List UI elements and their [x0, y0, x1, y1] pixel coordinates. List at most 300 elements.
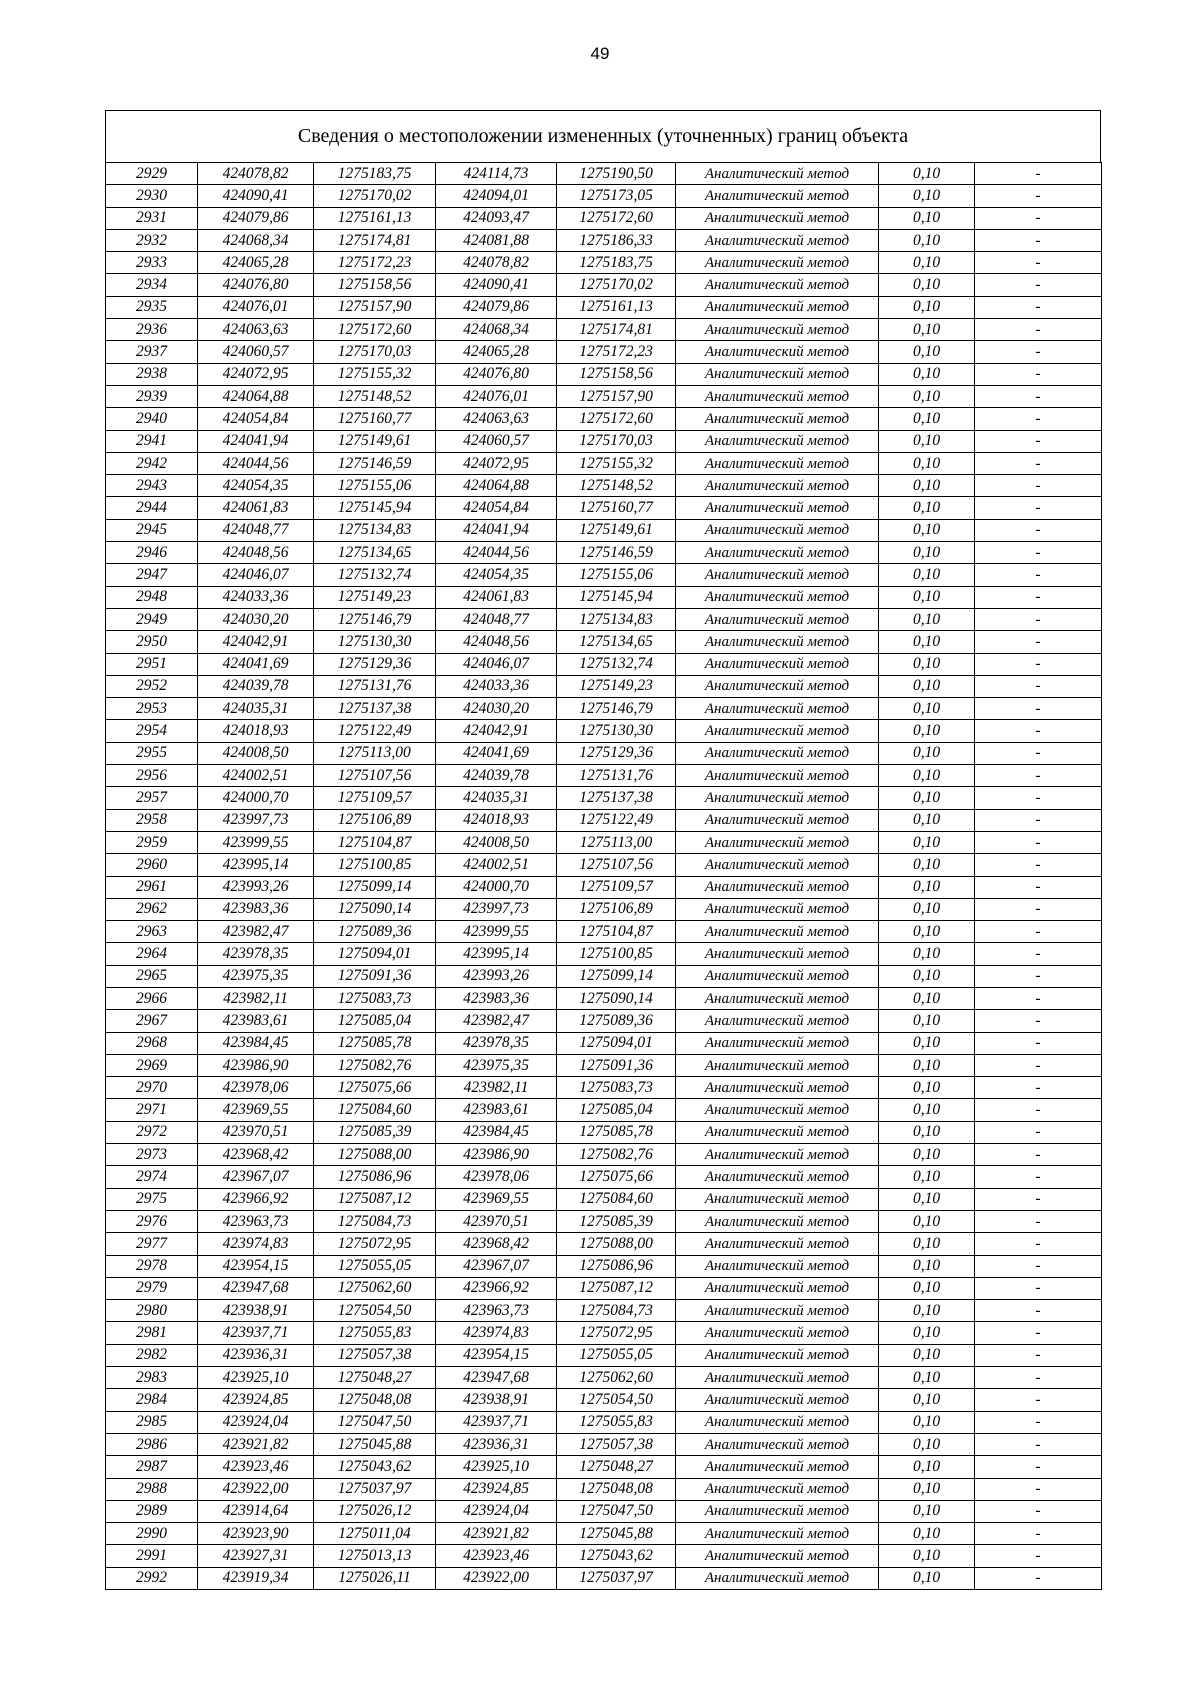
- point-number-cell: 2937: [106, 341, 198, 363]
- prev-y-coordinate-cell: 1275085,04: [557, 1099, 676, 1121]
- prev-y-coordinate-cell: 1275173,05: [557, 185, 676, 207]
- y-coordinate-cell: 1275045,88: [314, 1433, 436, 1455]
- table-row: [106, 943, 1102, 965]
- determination-method-cell: Аналитический метод: [676, 1255, 879, 1277]
- note-cell: -: [975, 1300, 1102, 1322]
- prev-x-coordinate-cell: 424114,73: [436, 163, 557, 185]
- table-row: [106, 564, 1102, 586]
- determination-method-cell: Аналитический метод: [676, 631, 879, 653]
- x-coordinate-cell: 424054,84: [198, 408, 314, 430]
- determination-method-cell: Аналитический метод: [676, 765, 879, 787]
- prev-y-coordinate-cell: 1275048,27: [557, 1456, 676, 1478]
- note-cell: -: [975, 1411, 1102, 1433]
- determination-method-cell: Аналитический метод: [676, 943, 879, 965]
- accuracy-cell: 0,10: [879, 943, 975, 965]
- point-number-cell: 2987: [106, 1456, 198, 1478]
- page-number: 49: [590, 44, 610, 63]
- point-number-cell: 2933: [106, 252, 198, 274]
- x-coordinate-cell: 423986,90: [198, 1054, 314, 1076]
- y-coordinate-cell: 1275082,76: [314, 1054, 436, 1076]
- y-coordinate-cell: 1275149,61: [314, 430, 436, 452]
- determination-method-cell: Аналитический метод: [676, 385, 879, 407]
- x-coordinate-cell: 423954,15: [198, 1255, 314, 1277]
- note-cell: -: [975, 943, 1102, 965]
- prev-x-coordinate-cell: 424060,57: [436, 430, 557, 452]
- accuracy-cell: 0,10: [879, 720, 975, 742]
- x-coordinate-cell: 424048,56: [198, 542, 314, 564]
- determination-method-cell: Аналитический метод: [676, 452, 879, 474]
- x-coordinate-cell: 423927,31: [198, 1545, 314, 1567]
- accuracy-cell: 0,10: [879, 163, 975, 185]
- accuracy-cell: 0,10: [879, 1545, 975, 1567]
- accuracy-cell: 0,10: [879, 319, 975, 341]
- y-coordinate-cell: 1275172,23: [314, 252, 436, 274]
- table-row: [106, 1188, 1102, 1210]
- note-cell: -: [975, 898, 1102, 920]
- x-coordinate-cell: 423995,14: [198, 854, 314, 876]
- x-coordinate-cell: 424030,20: [198, 608, 314, 630]
- table-row: [106, 430, 1102, 452]
- point-number-cell: 2932: [106, 229, 198, 251]
- x-coordinate-cell: 424000,70: [198, 787, 314, 809]
- y-coordinate-cell: 1275037,97: [314, 1478, 436, 1500]
- point-number-cell: 2967: [106, 1010, 198, 1032]
- y-coordinate-cell: 1275149,23: [314, 586, 436, 608]
- prev-y-coordinate-cell: 1275155,32: [557, 452, 676, 474]
- note-cell: -: [975, 252, 1102, 274]
- y-coordinate-cell: 1275146,59: [314, 452, 436, 474]
- point-number-cell: 2938: [106, 363, 198, 385]
- y-coordinate-cell: 1275174,81: [314, 229, 436, 251]
- prev-y-coordinate-cell: 1275094,01: [557, 1032, 676, 1054]
- note-cell: -: [975, 229, 1102, 251]
- accuracy-cell: 0,10: [879, 1523, 975, 1545]
- prev-x-coordinate-cell: 423936,31: [436, 1433, 557, 1455]
- point-number-cell: 2971: [106, 1099, 198, 1121]
- accuracy-cell: 0,10: [879, 452, 975, 474]
- y-coordinate-cell: 1275160,77: [314, 408, 436, 430]
- prev-x-coordinate-cell: 423967,07: [436, 1255, 557, 1277]
- prev-y-coordinate-cell: 1275088,00: [557, 1233, 676, 1255]
- note-cell: -: [975, 1210, 1102, 1232]
- determination-method-cell: Аналитический метод: [676, 987, 879, 1009]
- y-coordinate-cell: 1275146,79: [314, 608, 436, 630]
- prev-x-coordinate-cell: 424068,34: [436, 319, 557, 341]
- accuracy-cell: 0,10: [879, 1054, 975, 1076]
- x-coordinate-cell: 423982,11: [198, 987, 314, 1009]
- x-coordinate-cell: 423947,68: [198, 1277, 314, 1299]
- accuracy-cell: 0,10: [879, 542, 975, 564]
- point-number-cell: 2957: [106, 787, 198, 809]
- prev-y-coordinate-cell: 1275170,02: [557, 274, 676, 296]
- prev-x-coordinate-cell: 424076,80: [436, 363, 557, 385]
- y-coordinate-cell: 1275106,89: [314, 809, 436, 831]
- point-number-cell: 2939: [106, 385, 198, 407]
- determination-method-cell: Аналитический метод: [676, 274, 879, 296]
- point-number-cell: 2975: [106, 1188, 198, 1210]
- point-number-cell: 2958: [106, 809, 198, 831]
- prev-y-coordinate-cell: 1275075,66: [557, 1166, 676, 1188]
- accuracy-cell: 0,10: [879, 1277, 975, 1299]
- prev-y-coordinate-cell: 1275130,30: [557, 720, 676, 742]
- prev-x-coordinate-cell: 424002,51: [436, 854, 557, 876]
- point-number-cell: 2990: [106, 1523, 198, 1545]
- table-row: [106, 1500, 1102, 1522]
- x-coordinate-cell: 424018,93: [198, 720, 314, 742]
- prev-y-coordinate-cell: 1275134,65: [557, 631, 676, 653]
- x-coordinate-cell: 424078,82: [198, 163, 314, 185]
- note-cell: -: [975, 319, 1102, 341]
- prev-x-coordinate-cell: 424000,70: [436, 876, 557, 898]
- x-coordinate-cell: 423997,73: [198, 809, 314, 831]
- accuracy-cell: 0,10: [879, 876, 975, 898]
- point-number-cell: 2942: [106, 452, 198, 474]
- prev-x-coordinate-cell: 423975,35: [436, 1054, 557, 1076]
- x-coordinate-cell: 424060,57: [198, 341, 314, 363]
- table-body: [106, 163, 1102, 1590]
- table-row: [106, 742, 1102, 764]
- point-number-cell: 2947: [106, 564, 198, 586]
- determination-method-cell: Аналитический метод: [676, 1389, 879, 1411]
- y-coordinate-cell: 1275170,03: [314, 341, 436, 363]
- table-row: [106, 1389, 1102, 1411]
- accuracy-cell: 0,10: [879, 296, 975, 318]
- point-number-cell: 2930: [106, 185, 198, 207]
- point-number-cell: 2955: [106, 742, 198, 764]
- prev-x-coordinate-cell: 424048,56: [436, 631, 557, 653]
- prev-y-coordinate-cell: 1275072,95: [557, 1322, 676, 1344]
- prev-x-coordinate-cell: 423947,68: [436, 1367, 557, 1389]
- x-coordinate-cell: 424076,01: [198, 296, 314, 318]
- prev-x-coordinate-cell: 423924,85: [436, 1478, 557, 1500]
- determination-method-cell: Аналитический метод: [676, 564, 879, 586]
- determination-method-cell: Аналитический метод: [676, 653, 879, 675]
- note-cell: -: [975, 675, 1102, 697]
- determination-method-cell: Аналитический метод: [676, 1166, 879, 1188]
- point-number-cell: 2982: [106, 1344, 198, 1366]
- y-coordinate-cell: 1275084,73: [314, 1210, 436, 1232]
- accuracy-cell: 0,10: [879, 385, 975, 407]
- prev-x-coordinate-cell: 423983,36: [436, 987, 557, 1009]
- determination-method-cell: Аналитический метод: [676, 163, 879, 185]
- prev-x-coordinate-cell: 423925,10: [436, 1456, 557, 1478]
- accuracy-cell: 0,10: [879, 564, 975, 586]
- prev-x-coordinate-cell: 423922,00: [436, 1567, 557, 1589]
- prev-x-coordinate-cell: 424008,50: [436, 831, 557, 853]
- table-row: [106, 898, 1102, 920]
- determination-method-cell: Аналитический метод: [676, 1567, 879, 1589]
- determination-method-cell: Аналитический метод: [676, 1322, 879, 1344]
- prev-x-coordinate-cell: 424035,31: [436, 787, 557, 809]
- note-cell: -: [975, 987, 1102, 1009]
- accuracy-cell: 0,10: [879, 675, 975, 697]
- note-cell: -: [975, 363, 1102, 385]
- prev-y-coordinate-cell: 1275172,60: [557, 207, 676, 229]
- accuracy-cell: 0,10: [879, 363, 975, 385]
- point-number-cell: 2964: [106, 943, 198, 965]
- table-row: [106, 1144, 1102, 1166]
- x-coordinate-cell: 424068,34: [198, 229, 314, 251]
- x-coordinate-cell: 423993,26: [198, 876, 314, 898]
- table-row: [106, 296, 1102, 318]
- prev-x-coordinate-cell: 423978,06: [436, 1166, 557, 1188]
- determination-method-cell: Аналитический метод: [676, 252, 879, 274]
- accuracy-cell: 0,10: [879, 698, 975, 720]
- y-coordinate-cell: 1275094,01: [314, 943, 436, 965]
- table-row: [106, 475, 1102, 497]
- determination-method-cell: Аналитический метод: [676, 854, 879, 876]
- determination-method-cell: Аналитический метод: [676, 809, 879, 831]
- table-row: [106, 185, 1102, 207]
- y-coordinate-cell: 1275122,49: [314, 720, 436, 742]
- table-row: [106, 831, 1102, 853]
- note-cell: -: [975, 430, 1102, 452]
- prev-y-coordinate-cell: 1275054,50: [557, 1389, 676, 1411]
- determination-method-cell: Аналитический метод: [676, 475, 879, 497]
- prev-y-coordinate-cell: 1275104,87: [557, 921, 676, 943]
- prev-y-coordinate-cell: 1275109,57: [557, 876, 676, 898]
- determination-method-cell: Аналитический метод: [676, 1523, 879, 1545]
- prev-x-coordinate-cell: 423966,92: [436, 1277, 557, 1299]
- determination-method-cell: Аналитический метод: [676, 408, 879, 430]
- y-coordinate-cell: 1275048,27: [314, 1367, 436, 1389]
- x-coordinate-cell: 424041,69: [198, 653, 314, 675]
- prev-x-coordinate-cell: 424065,28: [436, 341, 557, 363]
- prev-x-coordinate-cell: 424064,88: [436, 475, 557, 497]
- x-coordinate-cell: 423968,42: [198, 1144, 314, 1166]
- table-row: [106, 586, 1102, 608]
- point-number-cell: 2940: [106, 408, 198, 430]
- accuracy-cell: 0,10: [879, 1411, 975, 1433]
- y-coordinate-cell: 1275011,04: [314, 1523, 436, 1545]
- y-coordinate-cell: 1275129,36: [314, 653, 436, 675]
- point-number-cell: 2985: [106, 1411, 198, 1433]
- point-number-cell: 2959: [106, 831, 198, 853]
- point-number-cell: 2983: [106, 1367, 198, 1389]
- y-coordinate-cell: 1275137,38: [314, 698, 436, 720]
- table-row: [106, 1456, 1102, 1478]
- x-coordinate-cell: 424039,78: [198, 675, 314, 697]
- accuracy-cell: 0,10: [879, 1567, 975, 1589]
- note-cell: -: [975, 1032, 1102, 1054]
- point-number-cell: 2953: [106, 698, 198, 720]
- x-coordinate-cell: 424048,77: [198, 519, 314, 541]
- prev-x-coordinate-cell: 423978,35: [436, 1032, 557, 1054]
- coordinates-table: [105, 162, 1102, 1590]
- accuracy-cell: 0,10: [879, 185, 975, 207]
- point-number-cell: 2931: [106, 207, 198, 229]
- note-cell: -: [975, 1099, 1102, 1121]
- x-coordinate-cell: 423978,35: [198, 943, 314, 965]
- table-row: [106, 965, 1102, 987]
- x-coordinate-cell: 424041,94: [198, 430, 314, 452]
- prev-x-coordinate-cell: 423969,55: [436, 1188, 557, 1210]
- determination-method-cell: Аналитический метод: [676, 1500, 879, 1522]
- accuracy-cell: 0,10: [879, 274, 975, 296]
- prev-y-coordinate-cell: 1275131,76: [557, 765, 676, 787]
- prev-x-coordinate-cell: 424041,94: [436, 519, 557, 541]
- y-coordinate-cell: 1275048,08: [314, 1389, 436, 1411]
- note-cell: -: [975, 586, 1102, 608]
- y-coordinate-cell: 1275089,36: [314, 921, 436, 943]
- prev-y-coordinate-cell: 1275122,49: [557, 809, 676, 831]
- point-number-cell: 2935: [106, 296, 198, 318]
- x-coordinate-cell: 423924,85: [198, 1389, 314, 1411]
- prev-y-coordinate-cell: 1275149,61: [557, 519, 676, 541]
- prev-x-coordinate-cell: 424033,36: [436, 675, 557, 697]
- accuracy-cell: 0,10: [879, 631, 975, 653]
- table-row: [106, 229, 1102, 251]
- note-cell: -: [975, 921, 1102, 943]
- y-coordinate-cell: 1275088,00: [314, 1144, 436, 1166]
- determination-method-cell: Аналитический метод: [676, 608, 879, 630]
- accuracy-cell: 0,10: [879, 1389, 975, 1411]
- prev-x-coordinate-cell: 423963,73: [436, 1300, 557, 1322]
- accuracy-cell: 0,10: [879, 341, 975, 363]
- x-coordinate-cell: 423966,92: [198, 1188, 314, 1210]
- x-coordinate-cell: 423999,55: [198, 831, 314, 853]
- table-row: [106, 1277, 1102, 1299]
- prev-x-coordinate-cell: 423974,83: [436, 1322, 557, 1344]
- table-row: [106, 698, 1102, 720]
- prev-y-coordinate-cell: 1275037,97: [557, 1567, 676, 1589]
- x-coordinate-cell: 424008,50: [198, 742, 314, 764]
- x-coordinate-cell: 423925,10: [198, 1367, 314, 1389]
- table-row: [106, 765, 1102, 787]
- x-coordinate-cell: 423975,35: [198, 965, 314, 987]
- accuracy-cell: 0,10: [879, 1344, 975, 1366]
- table-row: [106, 1478, 1102, 1500]
- determination-method-cell: Аналитический метод: [676, 1300, 879, 1322]
- y-coordinate-cell: 1275161,13: [314, 207, 436, 229]
- table-row: [106, 921, 1102, 943]
- point-number-cell: 2966: [106, 987, 198, 1009]
- prev-x-coordinate-cell: 423938,91: [436, 1389, 557, 1411]
- prev-x-coordinate-cell: 424054,84: [436, 497, 557, 519]
- table-row: [106, 497, 1102, 519]
- prev-y-coordinate-cell: 1275106,89: [557, 898, 676, 920]
- y-coordinate-cell: 1275085,78: [314, 1032, 436, 1054]
- prev-y-coordinate-cell: 1275146,79: [557, 698, 676, 720]
- note-cell: -: [975, 1367, 1102, 1389]
- accuracy-cell: 0,10: [879, 921, 975, 943]
- point-number-cell: 2952: [106, 675, 198, 697]
- point-number-cell: 2960: [106, 854, 198, 876]
- table-row: [106, 1054, 1102, 1076]
- prev-y-coordinate-cell: 1275107,56: [557, 854, 676, 876]
- point-number-cell: 2951: [106, 653, 198, 675]
- prev-y-coordinate-cell: 1275043,62: [557, 1545, 676, 1567]
- table-row: [106, 252, 1102, 274]
- x-coordinate-cell: 424035,31: [198, 698, 314, 720]
- x-coordinate-cell: 423936,31: [198, 1344, 314, 1366]
- note-cell: -: [975, 519, 1102, 541]
- table-row: [106, 1433, 1102, 1455]
- table-row: [106, 1300, 1102, 1322]
- point-number-cell: 2992: [106, 1567, 198, 1589]
- point-number-cell: 2950: [106, 631, 198, 653]
- determination-method-cell: Аналитический метод: [676, 720, 879, 742]
- prev-y-coordinate-cell: 1275099,14: [557, 965, 676, 987]
- prev-x-coordinate-cell: 424076,01: [436, 385, 557, 407]
- point-number-cell: 2961: [106, 876, 198, 898]
- accuracy-cell: 0,10: [879, 1099, 975, 1121]
- determination-method-cell: Аналитический метод: [676, 363, 879, 385]
- note-cell: -: [975, 742, 1102, 764]
- y-coordinate-cell: 1275158,56: [314, 274, 436, 296]
- determination-method-cell: Аналитический метод: [676, 185, 879, 207]
- point-number-cell: 2936: [106, 319, 198, 341]
- prev-x-coordinate-cell: 424094,01: [436, 185, 557, 207]
- prev-y-coordinate-cell: 1275149,23: [557, 675, 676, 697]
- x-coordinate-cell: 424061,83: [198, 497, 314, 519]
- point-number-cell: 2946: [106, 542, 198, 564]
- note-cell: -: [975, 1188, 1102, 1210]
- accuracy-cell: 0,10: [879, 497, 975, 519]
- prev-x-coordinate-cell: 424078,82: [436, 252, 557, 274]
- note-cell: -: [975, 1500, 1102, 1522]
- point-number-cell: 2934: [106, 274, 198, 296]
- note-cell: -: [975, 1567, 1102, 1589]
- prev-y-coordinate-cell: 1275089,36: [557, 1010, 676, 1032]
- accuracy-cell: 0,10: [879, 1233, 975, 1255]
- prev-x-coordinate-cell: 423968,42: [436, 1233, 557, 1255]
- determination-method-cell: Аналитический метод: [676, 787, 879, 809]
- x-coordinate-cell: 424002,51: [198, 765, 314, 787]
- point-number-cell: 2984: [106, 1389, 198, 1411]
- prev-y-coordinate-cell: 1275174,81: [557, 319, 676, 341]
- prev-y-coordinate-cell: 1275082,76: [557, 1144, 676, 1166]
- x-coordinate-cell: 424063,63: [198, 319, 314, 341]
- prev-y-coordinate-cell: 1275172,60: [557, 408, 676, 430]
- prev-y-coordinate-cell: 1275045,88: [557, 1523, 676, 1545]
- note-cell: -: [975, 296, 1102, 318]
- table-row: [106, 809, 1102, 831]
- accuracy-cell: 0,10: [879, 1300, 975, 1322]
- prev-x-coordinate-cell: 424081,88: [436, 229, 557, 251]
- note-cell: -: [975, 542, 1102, 564]
- point-number-cell: 2989: [106, 1500, 198, 1522]
- point-number-cell: 2976: [106, 1210, 198, 1232]
- point-number-cell: 2943: [106, 475, 198, 497]
- y-coordinate-cell: 1275075,66: [314, 1077, 436, 1099]
- table-row: [106, 1255, 1102, 1277]
- x-coordinate-cell: 424079,86: [198, 207, 314, 229]
- accuracy-cell: 0,10: [879, 898, 975, 920]
- y-coordinate-cell: 1275113,00: [314, 742, 436, 764]
- prev-y-coordinate-cell: 1275087,12: [557, 1277, 676, 1299]
- x-coordinate-cell: 423974,83: [198, 1233, 314, 1255]
- x-coordinate-cell: 423970,51: [198, 1121, 314, 1143]
- note-cell: -: [975, 787, 1102, 809]
- x-coordinate-cell: 424046,07: [198, 564, 314, 586]
- prev-x-coordinate-cell: 423999,55: [436, 921, 557, 943]
- prev-x-coordinate-cell: 424046,07: [436, 653, 557, 675]
- prev-x-coordinate-cell: 424093,47: [436, 207, 557, 229]
- prev-y-coordinate-cell: 1275084,60: [557, 1188, 676, 1210]
- table-row: [106, 1344, 1102, 1366]
- y-coordinate-cell: 1275054,50: [314, 1300, 436, 1322]
- y-coordinate-cell: 1275145,94: [314, 497, 436, 519]
- note-cell: -: [975, 1233, 1102, 1255]
- note-cell: -: [975, 698, 1102, 720]
- table-row: [106, 1032, 1102, 1054]
- table-row: [106, 274, 1102, 296]
- table-row: [106, 1010, 1102, 1032]
- table-row: [106, 1545, 1102, 1567]
- x-coordinate-cell: 423978,06: [198, 1077, 314, 1099]
- note-cell: -: [975, 1456, 1102, 1478]
